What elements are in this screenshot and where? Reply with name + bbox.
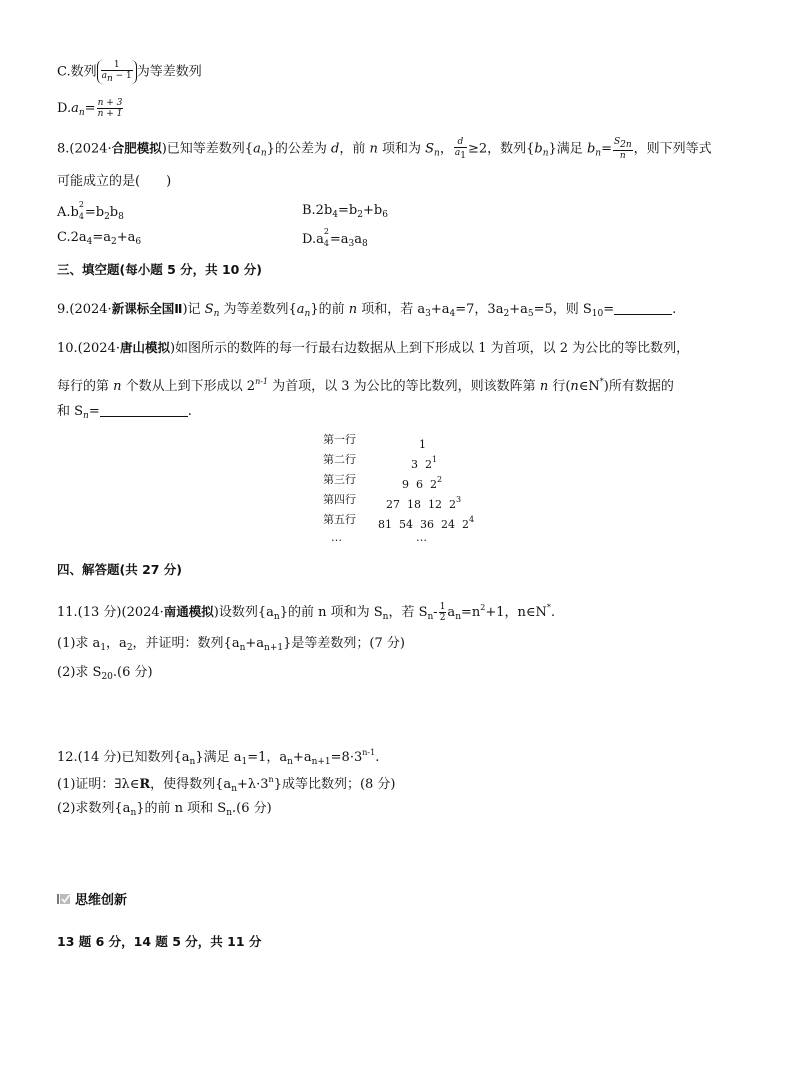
triangle-row-label: 第三行 — [323, 473, 356, 486]
section-5-score: 13 题 6 分，14 题 5 分，共 11 分 — [57, 934, 262, 949]
q10-stem-line1: 10.(2024·唐山模拟)如图所示的数阵的每一行最右边数据从上到下形成以 1 为首项，以 2 为公比的等比数列， — [57, 340, 690, 356]
triangle-row-values: 27 18 12 $2^3$ — [386, 495, 462, 511]
q8-stem-line2: 可能成立的是( ) — [57, 174, 172, 189]
triangle-row-values: 81 54 36 24 $2^4$ — [378, 515, 475, 531]
q9-answer-blank[interactable] — [614, 300, 672, 315]
q7-option-c: C.数列 $\frac{1}{an - 1}$ 为等差数列 — [57, 60, 202, 84]
q9-stem: 9.(2024·新课标全国Ⅱ)记 $S_n$ 为等差数列$\{a_n\}$的前 n 项和，若 $a_3+a_4=7$，$3a_2+a_5=5$，则 $S_{10}=$ . — [57, 301, 677, 319]
q10-stem-line3: 和 $S_n=$ . — [57, 404, 192, 421]
q12-part2: (2)求数列$\{a_n\}$的前 n 项和 $S_n.(6$ 分) — [57, 801, 272, 818]
triangle-row-label: 第一行 — [323, 433, 356, 446]
q11-part2: (2)求 $S_{20}.(6$ 分) — [57, 665, 153, 682]
triangle-dots-right: … — [416, 531, 427, 544]
triangle-row-label: 第五行 — [323, 513, 356, 526]
triangle-dots-left: … — [331, 531, 342, 544]
triangle-row-values: 1 — [419, 438, 426, 451]
q7-option-d: $D.a_n=$ $\frac{n + 3}{n + 1}$ — [57, 98, 123, 119]
triangle-row-values: 9 6 $2^2$ — [402, 475, 443, 491]
section-4-heading: 四、解答题(共 27 分) — [57, 562, 183, 577]
q10-answer-blank[interactable] — [100, 402, 188, 417]
q8-option-b: $B.2b_4=b_2+b_6$ — [302, 203, 388, 220]
q8-option-c: $C.2a_4=a_2+a_6$ — [57, 230, 142, 247]
checkmark-icon — [57, 893, 71, 905]
section-thinking-innovation: 思维创新 — [57, 892, 127, 910]
q8-stem: 8.(2024·合肥模拟)已知等差数列$\{a_n\}$的公差为 d，前 n 项和为 $S_n$， $\frac{d}{a1}$ ≥2，数列$\{b_n\}$满足 $b_n=$ $\frac{S2n}{n}$ ，则下列等式 — [57, 137, 712, 161]
section-3-heading: 三、填空题(每小题 5 分，共 10 分) — [57, 262, 262, 277]
q11-part1: (1)求 $a_1$，$a_2$，并证明：数列$\{a_n+a_{n+1}\}$是等差数列；(7 分) — [57, 636, 405, 653]
q10-stem-line2: 每行的第 n 个数从上到下形成以 2$^{n-1}$ 为首项，以 3 为公比的等比数列，则该数阵第 n 行(n∈N*)所有数据的 — [57, 377, 674, 394]
q12-stem: 12.(14 分)已知数列$\{a_n\}$满足 $a_1=1$，$a_n+a_{n+1}=8\cdot 3^{n-1}$. — [57, 748, 380, 767]
q8-option-a: A.b 2 4 $=b_2b_8$ — [57, 200, 124, 222]
triangle-row-values: 3 $2^1$ — [411, 455, 438, 471]
q12-part1: (1)证明：∃λ∈R，使得数列$\{a_n+\lambda\cdot 3^n\}$成等比数列；(8 分) — [57, 775, 396, 794]
q11-stem: 11.(13 分)(2024·南通模拟)设数列$\{a_n\}$的前 n 项和为 $S_n$，若 $S_n-$ $\frac{1}{2}$ $a_n=n^2+1$，n∈N*. — [57, 602, 556, 623]
triangle-row-label: 第四行 — [323, 493, 356, 506]
q8-option-d: D.a 2 4 $=a_3a_8$ — [302, 227, 368, 249]
triangle-row-label: 第二行 — [323, 453, 356, 466]
